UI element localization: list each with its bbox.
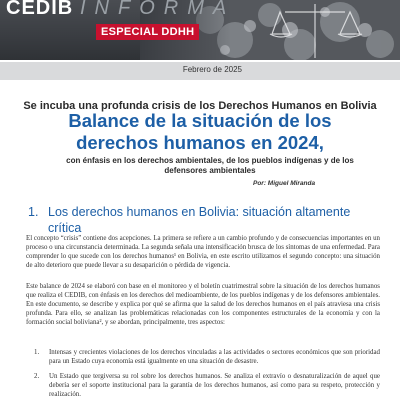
- badge-accent: DDHH: [161, 26, 195, 38]
- title-line-1: Balance de la situación de los: [68, 110, 332, 131]
- brand-subtitle: INFORMA: [80, 0, 236, 19]
- list-item-number: 2.: [34, 372, 40, 380]
- list-item: [34, 373, 380, 400]
- body-paragraph: Este balance de 2024 se elaboró con base en el monitoreo y el boletín cuatrimestral sobre la situación de los derechos humanos que realiza el CEDIB, con énfasis en los derechos del medioambiente, de los pueblos indígenas y de los defensores ambientales. En este documento, se describe y explica por qué se afirma que la salud de los derechos humanos en el país atraviesa una crisis profunda. Para ello, se analizan las problemáticas relacionadas con los componentes estructurales de la economía y con la formación social boliviana², y se abordan, principalmente, tres aspectos:: [26, 283, 380, 326]
- list-item: [34, 349, 380, 367]
- list-item-text: Un Estado que tergiversa su rol sobre los derechos humanos. Se analiza el extravío o desnaturalización de aquel que debería ser el soporte institucional para la garantía de los derechos humanos, así como para su respeto, protección y realización.: [49, 372, 380, 398]
- section-number: 1.: [28, 205, 39, 219]
- list-item-number: 1.: [34, 349, 40, 356]
- special-badge: [96, 24, 199, 40]
- brand-logo-text: CEDIB: [6, 0, 74, 19]
- section-title: Los derechos humanos en Bolivia: situación altamente crítica: [48, 205, 351, 235]
- author-byline: Por: Miguel Miranda: [253, 180, 316, 187]
- page-title: [0, 110, 400, 154]
- header-banner: [0, 0, 400, 60]
- title-line-2: derechos humanos en 2024,: [76, 132, 324, 153]
- section-heading: [28, 204, 358, 236]
- kicker-headline: Se incuba una profunda crisis de los Derechos Humanos en Bolivia: [23, 100, 377, 112]
- body-paragraph: El concepto “crisis” contiene dos acepciones. La primera se refiere a un cambio profundo y de consecuencias importantes en un proceso o una circunstancia determinada. La segunda señala una intensificación brusca de los síntomas de una enfermedad. Para comprender lo que sucede con los derechos humanos¹ en Bolivia, en este escrito utilizamos el segundo concepto: una situación de alto deterioro que puede llevar a su desaparición o pérdida de vigencia.: [26, 235, 380, 269]
- numbered-list: [34, 349, 380, 406]
- subtitle: con énfasis en los derechos ambientales, de los pueblos indígenas y de los defensores ambientales: [66, 156, 354, 175]
- date-bar: [0, 62, 400, 80]
- publication-date: Febrero de 2025: [182, 65, 242, 74]
- badge-label: ESPECIAL: [101, 26, 159, 38]
- list-item-text: Intensas y crecientes violaciones de los derechos vinculadas a las actividades o sectores económicos que son prioridad para un Estado cuya economía está igualmente en una situación de desastre.: [49, 349, 380, 365]
